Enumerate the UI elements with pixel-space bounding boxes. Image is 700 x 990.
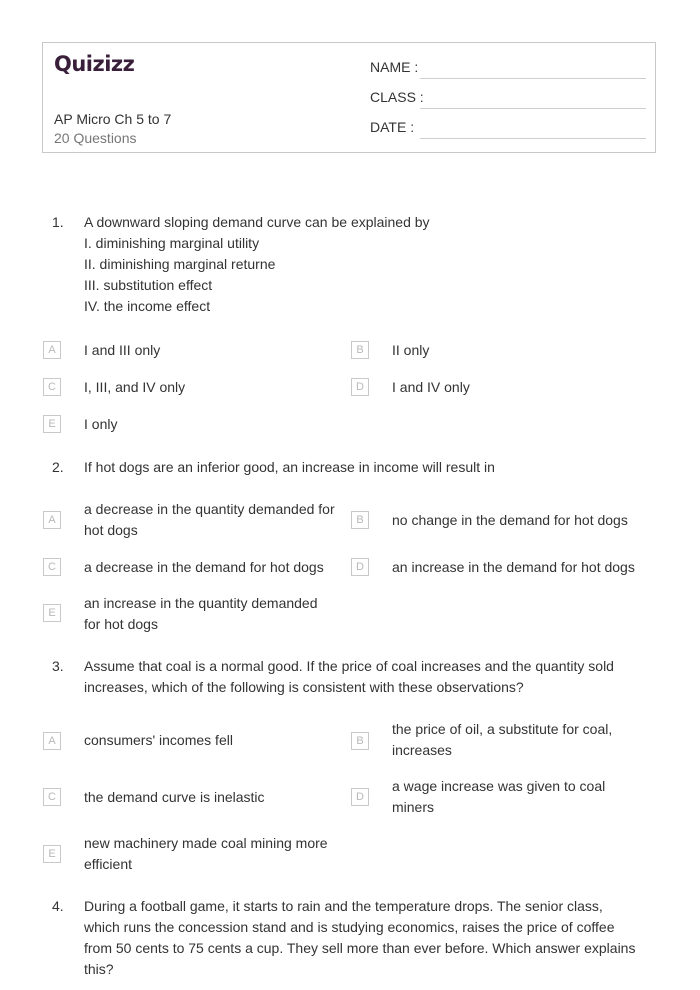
option-badge: C <box>43 378 61 396</box>
option-badge: B <box>351 732 369 750</box>
quizizz-logo: Quizizz <box>54 52 135 76</box>
name-label: NAME : <box>370 59 419 75</box>
question-text: increases, which of the following is consistent with these observations? <box>84 679 524 695</box>
question-text: During a football game, it starts to rain and the temperature drops. The senior class, <box>84 898 603 914</box>
option-badge: B <box>351 511 369 529</box>
option-badge: B <box>351 341 369 359</box>
option-badge: A <box>43 732 61 750</box>
question-text: from 50 cents to 75 cents a cup. They sell more than ever before. Which answer explains <box>84 940 636 956</box>
option-badge: D <box>351 378 369 396</box>
option-text[interactable]: I, III, and IV only <box>84 379 186 395</box>
name-field[interactable] <box>370 59 646 79</box>
date-field[interactable] <box>370 119 646 139</box>
quiz-title: AP Micro Ch 5 to 7 <box>54 111 172 127</box>
class-line <box>420 108 646 109</box>
worksheet-header <box>42 42 656 153</box>
option-badge: A <box>43 511 61 529</box>
question-text: this? <box>84 961 114 977</box>
question-number: 2. <box>52 459 64 475</box>
option-text[interactable]: I and III only <box>84 342 161 358</box>
option-text[interactable]: no change in the demand for hot dogs <box>392 512 628 528</box>
option-text[interactable]: a decrease in the quantity demanded for hot dogs <box>84 501 335 538</box>
option-badge: E <box>43 604 61 622</box>
date-line <box>420 138 646 139</box>
option-text[interactable]: the price of oil, a substitute for coal, increases <box>392 721 613 758</box>
question-text: Assume that coal is a normal good. If the price of coal increases and the quantity sold <box>84 658 614 674</box>
option-badge: C <box>43 788 61 806</box>
question-text: I. diminishing marginal utility <box>84 235 260 251</box>
name-line <box>420 78 646 79</box>
question-text: If hot dogs are an inferior good, an increase in income will result in <box>84 459 495 475</box>
question-text: II. diminishing marginal returne <box>84 256 276 272</box>
option-text[interactable]: II only <box>392 342 430 358</box>
option-text[interactable]: I and IV only <box>392 379 470 395</box>
option-text[interactable]: new machinery made coal mining more efficient <box>84 835 328 872</box>
option-text[interactable]: an increase in the quantity demanded for hot dogs <box>84 595 318 632</box>
option-badge: C <box>43 558 61 576</box>
option-text[interactable]: the demand curve is inelastic <box>84 789 265 805</box>
class-field[interactable] <box>370 89 646 109</box>
option-text[interactable]: I only <box>84 416 118 432</box>
date-label: DATE : <box>370 119 415 135</box>
option-badge: D <box>351 558 369 576</box>
question-number: 1. <box>52 214 64 230</box>
option-badge: A <box>43 341 61 359</box>
option-text[interactable]: an increase in the demand for hot dogs <box>392 559 635 575</box>
option-text[interactable]: a decrease in the demand for hot dogs <box>84 559 324 575</box>
option-badge: D <box>351 788 369 806</box>
option-text[interactable]: a wage increase was given to coal miners <box>392 778 606 815</box>
question-text: III. substitution effect <box>84 277 213 293</box>
option-badge: E <box>43 415 61 433</box>
question-text: A downward sloping demand curve can be explained by <box>84 214 430 230</box>
option-text[interactable]: consumers' incomes fell <box>84 732 233 748</box>
question-text: IV. the income effect <box>84 298 211 314</box>
question-count: 20 Questions <box>54 130 137 146</box>
question-number: 4. <box>52 898 64 914</box>
class-label: CLASS : <box>370 89 424 105</box>
question-text: which runs the concession stand and is studying economics, raises the price of coffee <box>84 919 615 935</box>
question-number: 3. <box>52 658 64 674</box>
option-badge: E <box>43 845 61 863</box>
